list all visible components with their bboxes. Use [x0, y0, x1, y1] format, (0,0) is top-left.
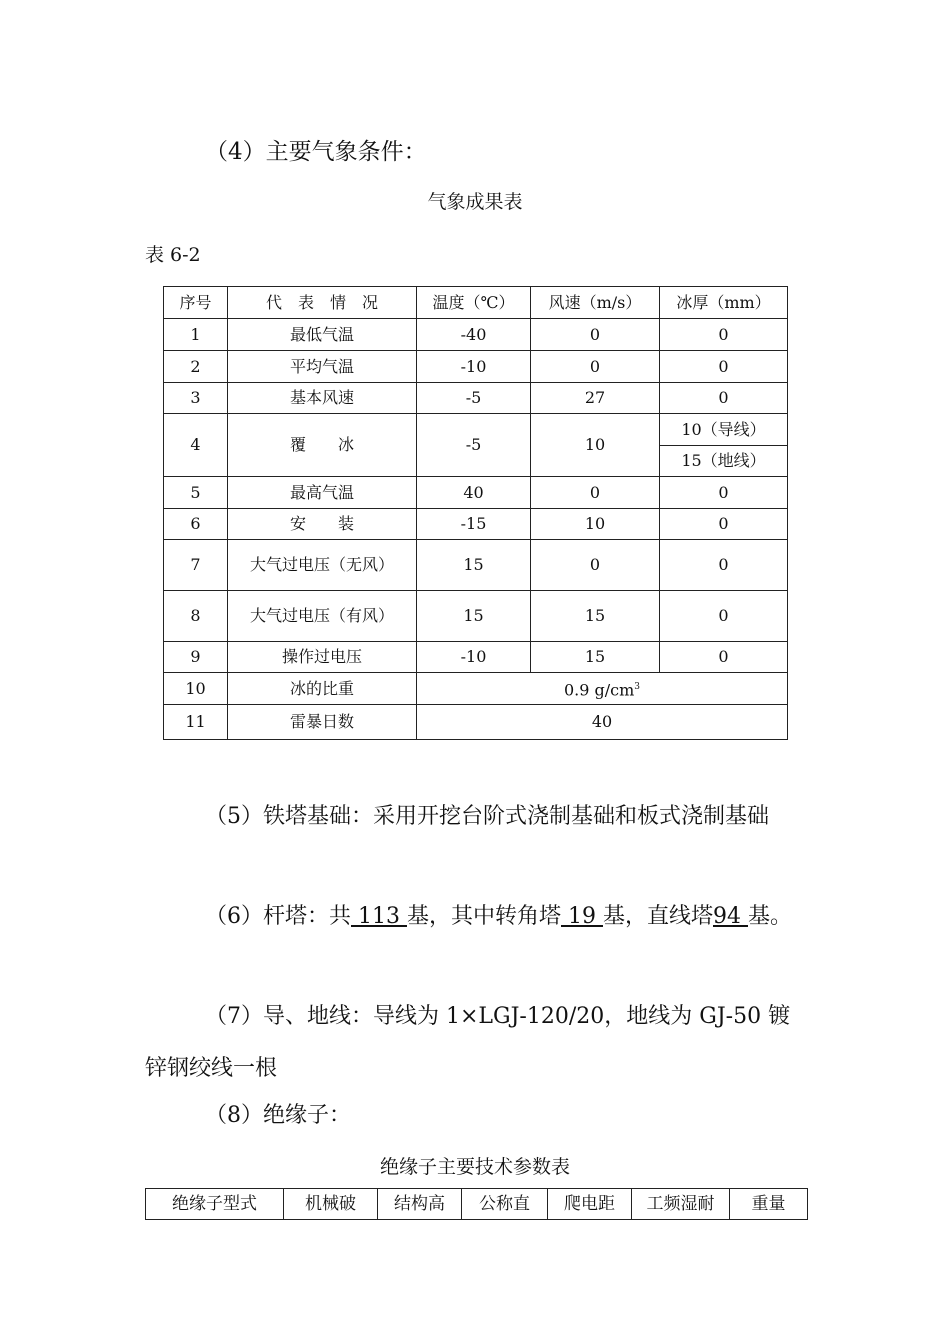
cell-merged-value: 40	[417, 705, 788, 740]
cell-wind: 27	[531, 383, 660, 414]
cell-ice: 0	[660, 642, 788, 673]
paragraph-foundation: （5）铁塔基础：采用开挖台阶式浇制基础和板式浇制基础	[205, 804, 769, 829]
cell-no: 3	[164, 383, 228, 414]
cell-no: 7	[164, 540, 228, 591]
cell-wind: 15	[531, 591, 660, 642]
cell-condition: 基本风速	[228, 383, 417, 414]
cell-wind: 0	[531, 351, 660, 383]
table-row	[164, 705, 788, 740]
table-header-row	[146, 1189, 808, 1220]
cell-temperature: 15	[417, 591, 531, 642]
cell-ice: 0	[660, 477, 788, 509]
table-row	[164, 642, 788, 673]
cell-condition: 最高气温	[228, 477, 417, 509]
superscript: 3	[634, 681, 641, 692]
towers-text-c: 基，直线塔	[602, 904, 713, 929]
cell-temperature: 40	[417, 477, 531, 509]
paragraph-insulators: （8）绝缘子：	[205, 1103, 351, 1128]
header-cell: 爬电距	[548, 1189, 632, 1220]
cell-condition: 覆 冰	[228, 414, 417, 477]
header-cell: 代 表 情 况	[228, 287, 417, 319]
header-cell: 风速（m/s）	[531, 287, 660, 319]
cell-no: 8	[164, 591, 228, 642]
cell-temperature: -15	[417, 509, 531, 540]
cell-wind: 0	[531, 319, 660, 351]
header-cell: 工频湿耐	[632, 1189, 730, 1220]
header-cell: 公称直	[462, 1189, 548, 1220]
header-cell: 重量	[730, 1189, 808, 1220]
table-row	[164, 351, 788, 383]
towers-text-a: （6）杆塔：共	[205, 904, 351, 929]
cell-condition: 安 装	[228, 509, 417, 540]
insulator-table	[145, 1188, 808, 1220]
table-row	[164, 591, 788, 642]
table-header-row	[164, 287, 788, 319]
header-cell: 机械破	[284, 1189, 378, 1220]
table1-number: 表 6-2	[145, 244, 201, 266]
cell-wind: 0	[531, 477, 660, 509]
cell-ice-conductor: 10（导线）	[660, 414, 788, 446]
corner-tower-count: 19	[561, 904, 603, 929]
cell-condition: 最低气温	[228, 319, 417, 351]
header-cell: 序号	[164, 287, 228, 319]
ice-density-value: 0.9 g/cm	[563, 680, 635, 700]
cell-temperature: 15	[417, 540, 531, 591]
table-row	[164, 383, 788, 414]
cell-merged-value	[417, 673, 788, 705]
header-cell: 冰厚（mm）	[660, 287, 788, 319]
table-row	[164, 319, 788, 351]
cell-ice: 0	[660, 509, 788, 540]
cell-wind: 15	[531, 642, 660, 673]
cell-no: 4	[164, 414, 228, 477]
towers-text-d: 基。	[748, 904, 793, 929]
cell-temperature: -40	[417, 319, 531, 351]
cell-temperature: -5	[417, 414, 531, 477]
straight-tower-count: 94	[713, 904, 748, 929]
tower-total: 113	[351, 904, 407, 929]
table-row	[164, 673, 788, 705]
cell-condition: 大气过电压（无风）	[228, 540, 417, 591]
cell-ice: 0	[660, 591, 788, 642]
table-row	[164, 477, 788, 509]
cell-no: 2	[164, 351, 228, 383]
towers-text-b: 基，其中转角塔	[406, 904, 561, 929]
cell-no: 6	[164, 509, 228, 540]
table1-caption: 气象成果表	[427, 191, 523, 213]
cell-ice-groundwire: 15（地线）	[660, 446, 788, 477]
cell-no: 11	[164, 705, 228, 740]
cell-no: 5	[164, 477, 228, 509]
cell-temperature: -10	[417, 642, 531, 673]
header-cell: 绝缘子型式	[146, 1189, 284, 1220]
cell-wind: 10	[531, 414, 660, 477]
cell-ice: 0	[660, 351, 788, 383]
cell-condition: 大气过电压（有风）	[228, 591, 417, 642]
cell-no: 9	[164, 642, 228, 673]
cell-ice: 0	[660, 540, 788, 591]
header-cell: 结构高	[378, 1189, 462, 1220]
header-cell: 温度（℃）	[417, 287, 531, 319]
cell-temperature: -10	[417, 351, 531, 383]
cell-wind: 10	[531, 509, 660, 540]
table-row	[164, 540, 788, 591]
cell-temperature: -5	[417, 383, 531, 414]
cell-no: 1	[164, 319, 228, 351]
cell-condition: 雷暴日数	[228, 705, 417, 740]
table2-caption: 绝缘子主要技术参数表	[379, 1156, 570, 1178]
cell-condition: 平均气温	[228, 351, 417, 383]
cell-no: 10	[164, 673, 228, 705]
cell-wind: 0	[531, 540, 660, 591]
section-heading-4: （4）主要气象条件：	[205, 139, 427, 165]
cell-ice: 0	[660, 383, 788, 414]
weather-table	[163, 286, 788, 740]
table-row	[164, 509, 788, 540]
table-row	[164, 414, 788, 446]
cell-condition: 冰的比重	[228, 673, 417, 705]
paragraph-conductors: （7）导、地线：导线为 1×LGJ-120/20，地线为 GJ-50 镀锌钢绞线一根	[145, 1004, 791, 1081]
cell-condition: 操作过电压	[228, 642, 417, 673]
cell-ice: 0	[660, 319, 788, 351]
paragraph-towers	[145, 891, 807, 943]
